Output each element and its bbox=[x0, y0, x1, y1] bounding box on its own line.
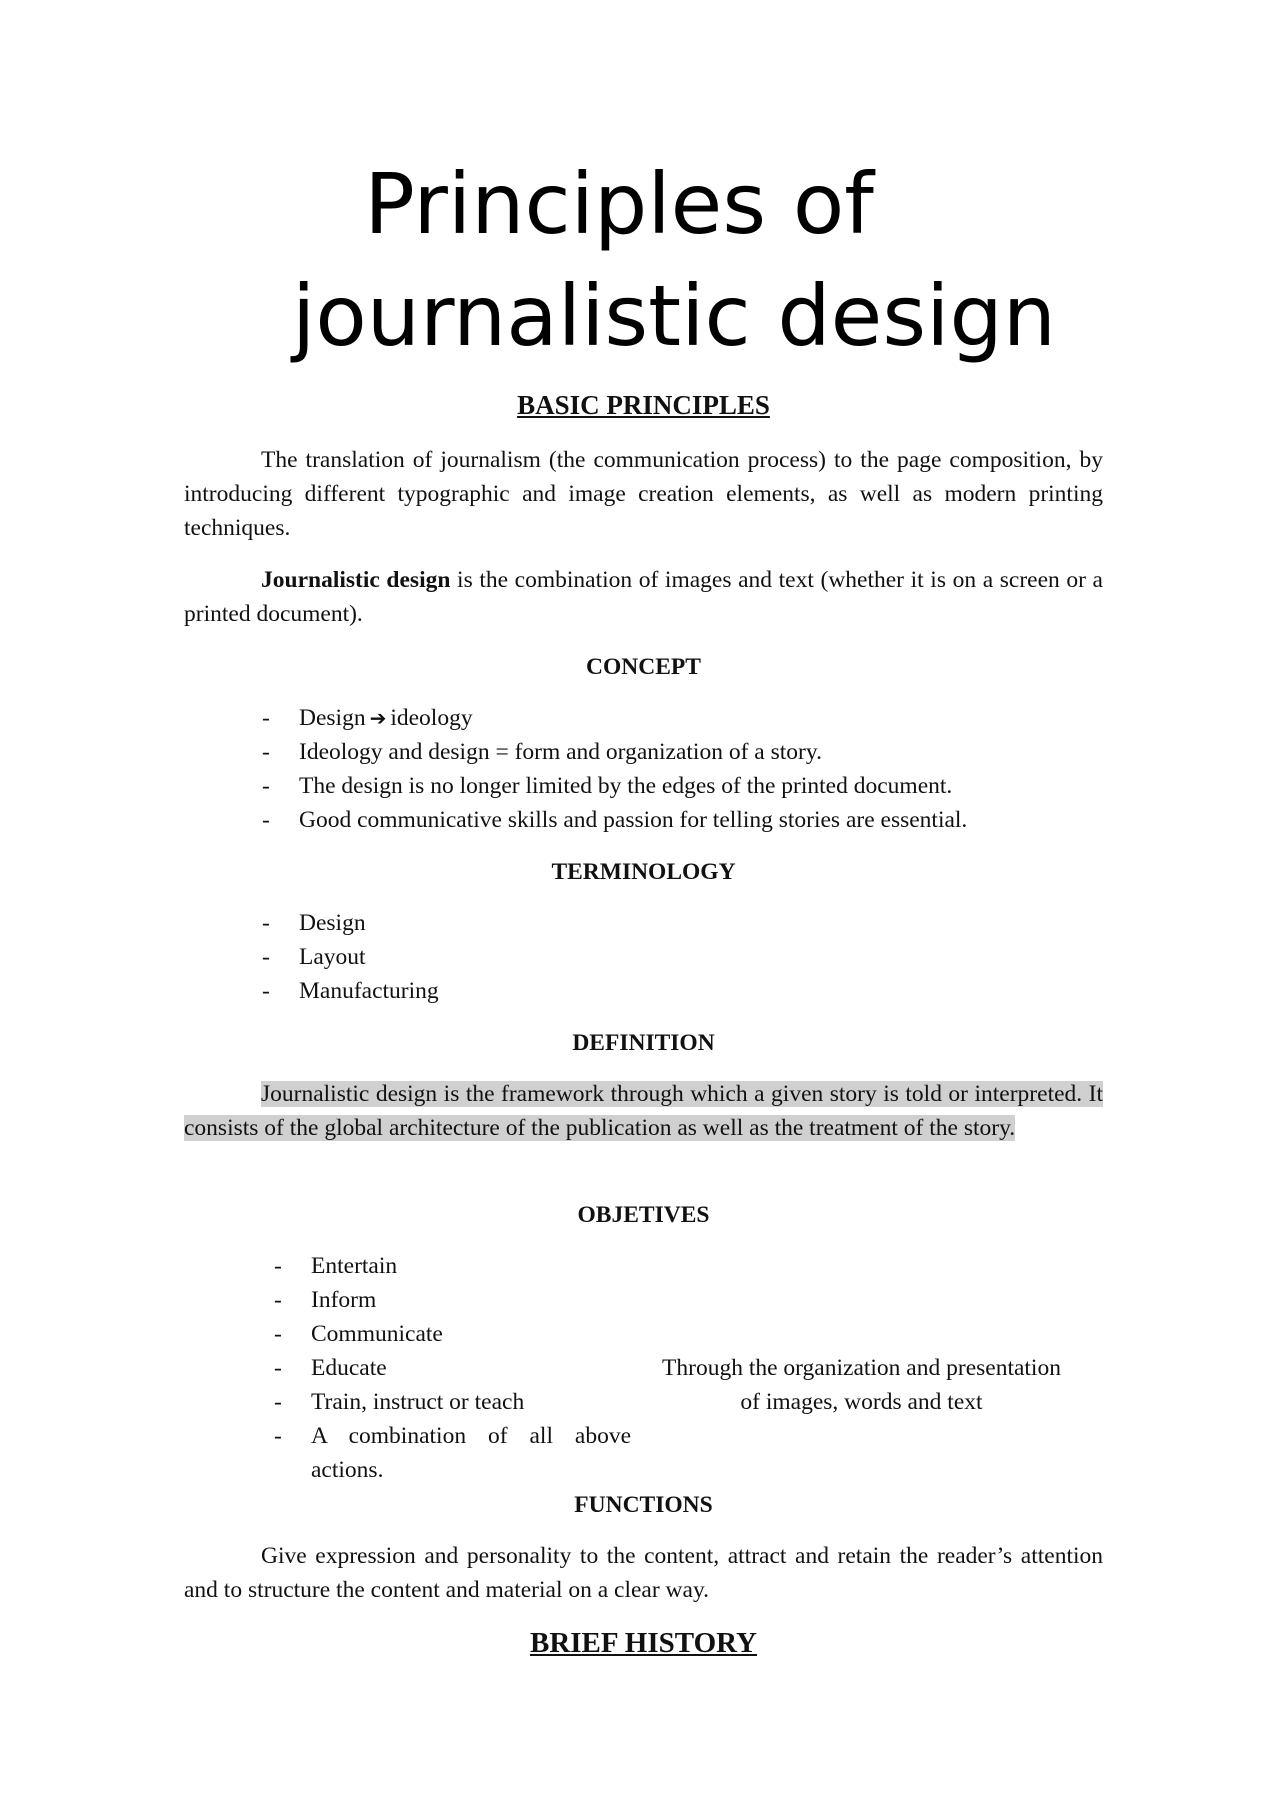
list-item bbox=[184, 1249, 631, 1283]
dash-bullet: - bbox=[262, 910, 270, 936]
brief-history-heading: BRIEF HISTORY bbox=[529, 1627, 757, 1659]
dash-bullet: - bbox=[262, 705, 270, 731]
paragraph: The translation of journalism (the communication process) to the page composition, by introducing different typographic and image creation elements, as well as modern printing techniques. bbox=[184, 447, 1103, 541]
functions-section bbox=[184, 1488, 1103, 1522]
definition-heading: DEFINITION bbox=[572, 1030, 715, 1056]
brief-history-section bbox=[184, 1626, 1103, 1660]
list-item bbox=[184, 769, 1103, 803]
list-item-text: Design bbox=[299, 910, 366, 936]
definition-section bbox=[184, 1026, 1103, 1060]
list-item bbox=[184, 735, 1103, 769]
dash-bullet: - bbox=[262, 739, 270, 765]
terminology-list bbox=[184, 906, 1103, 1008]
concept-list bbox=[184, 701, 1103, 837]
dash-bullet: - bbox=[262, 807, 270, 833]
list-item-text: ideology bbox=[390, 705, 473, 731]
list-item-text: Entertain bbox=[311, 1253, 398, 1279]
terminology-heading: TERMINOLOGY bbox=[551, 859, 736, 885]
document-title-line-2: journalistic design bbox=[292, 267, 1056, 365]
bold-term: Journalistic design bbox=[261, 567, 451, 593]
dash-bullet: - bbox=[274, 1253, 282, 1279]
list-item-text: Communicate bbox=[311, 1321, 443, 1347]
dash-bullet: - bbox=[274, 1389, 282, 1415]
definition-paragraph bbox=[184, 1077, 1103, 1145]
dash-bullet: - bbox=[274, 1423, 282, 1449]
dash-bullet: - bbox=[262, 978, 270, 1004]
list-item bbox=[184, 1317, 631, 1351]
list-item-text: Good communicative skills and passion for telling stories are essential. bbox=[299, 807, 968, 833]
objectives-list-column bbox=[184, 1249, 631, 1487]
functions-heading: FUNCTIONS bbox=[574, 1492, 713, 1518]
objectives-section bbox=[184, 1198, 1103, 1232]
list-item bbox=[184, 1419, 631, 1487]
list-item bbox=[184, 974, 1103, 1008]
definition-para-wrap bbox=[184, 1077, 1103, 1145]
paragraph-text: is the combination of images and text (whether it is on a screen or a printed document). bbox=[184, 567, 1103, 627]
basic-principles-para-2 bbox=[184, 563, 1103, 631]
functions-para-wrap bbox=[184, 1539, 1103, 1607]
objectives-block bbox=[184, 1249, 1103, 1487]
list-item bbox=[184, 940, 1103, 974]
list-item-text: Train, instruct or teach bbox=[311, 1389, 525, 1415]
list-item-text: Layout bbox=[299, 944, 366, 970]
document-title-line-1: Principles of bbox=[364, 155, 874, 253]
basic-principles-section bbox=[184, 388, 1103, 422]
list-item-text: Inform bbox=[311, 1287, 377, 1313]
dash-bullet: - bbox=[262, 773, 270, 799]
list-item-text: A combination of all above actions. bbox=[311, 1423, 631, 1483]
arrow-right-icon: ➔ bbox=[369, 706, 387, 730]
list-item bbox=[184, 1385, 631, 1419]
list-item-text: Design bbox=[299, 705, 366, 731]
functions-paragraph: Give expression and personality to the content, attract and retain the reader’s attention and to structure the content and material on a clear way. bbox=[184, 1543, 1103, 1603]
basic-principles-para-1 bbox=[184, 443, 1103, 545]
terminology-section bbox=[184, 855, 1103, 889]
list-item-text: Ideology and design = form and organization of a story. bbox=[299, 739, 822, 765]
objectives-list bbox=[184, 1249, 631, 1487]
concept-heading: CONCEPT bbox=[586, 654, 701, 680]
terminology-list-wrap bbox=[184, 906, 1103, 1008]
list-item bbox=[184, 701, 1103, 735]
dash-bullet: - bbox=[262, 944, 270, 970]
list-item bbox=[184, 1351, 631, 1385]
basic-principles-heading: BASIC PRINCIPLES bbox=[517, 390, 770, 420]
dash-bullet: - bbox=[274, 1287, 282, 1313]
concept-list-wrap bbox=[184, 701, 1103, 837]
objectives-columns bbox=[184, 1249, 1103, 1487]
paragraph bbox=[184, 563, 1103, 631]
list-item-text: The design is no longer limited by the edges of the printed document. bbox=[299, 773, 953, 799]
objectives-heading: OBJETIVES bbox=[577, 1202, 710, 1228]
concept-section bbox=[184, 650, 1103, 684]
list-item-text: Educate bbox=[311, 1355, 387, 1381]
dash-bullet: - bbox=[274, 1355, 282, 1381]
objectives-side-note: Through the organization and presentation of images, words and text bbox=[662, 1355, 1061, 1415]
list-item-text: Manufacturing bbox=[299, 978, 439, 1004]
dash-bullet: - bbox=[274, 1321, 282, 1347]
list-item bbox=[184, 1283, 631, 1317]
list-item bbox=[184, 803, 1103, 837]
list-item bbox=[184, 906, 1103, 940]
highlighted-text: Journalistic design is the framework through which a given story is told or interpreted. It consists of the global architecture of the publication as well as the treatment of the story. bbox=[184, 1081, 1103, 1141]
